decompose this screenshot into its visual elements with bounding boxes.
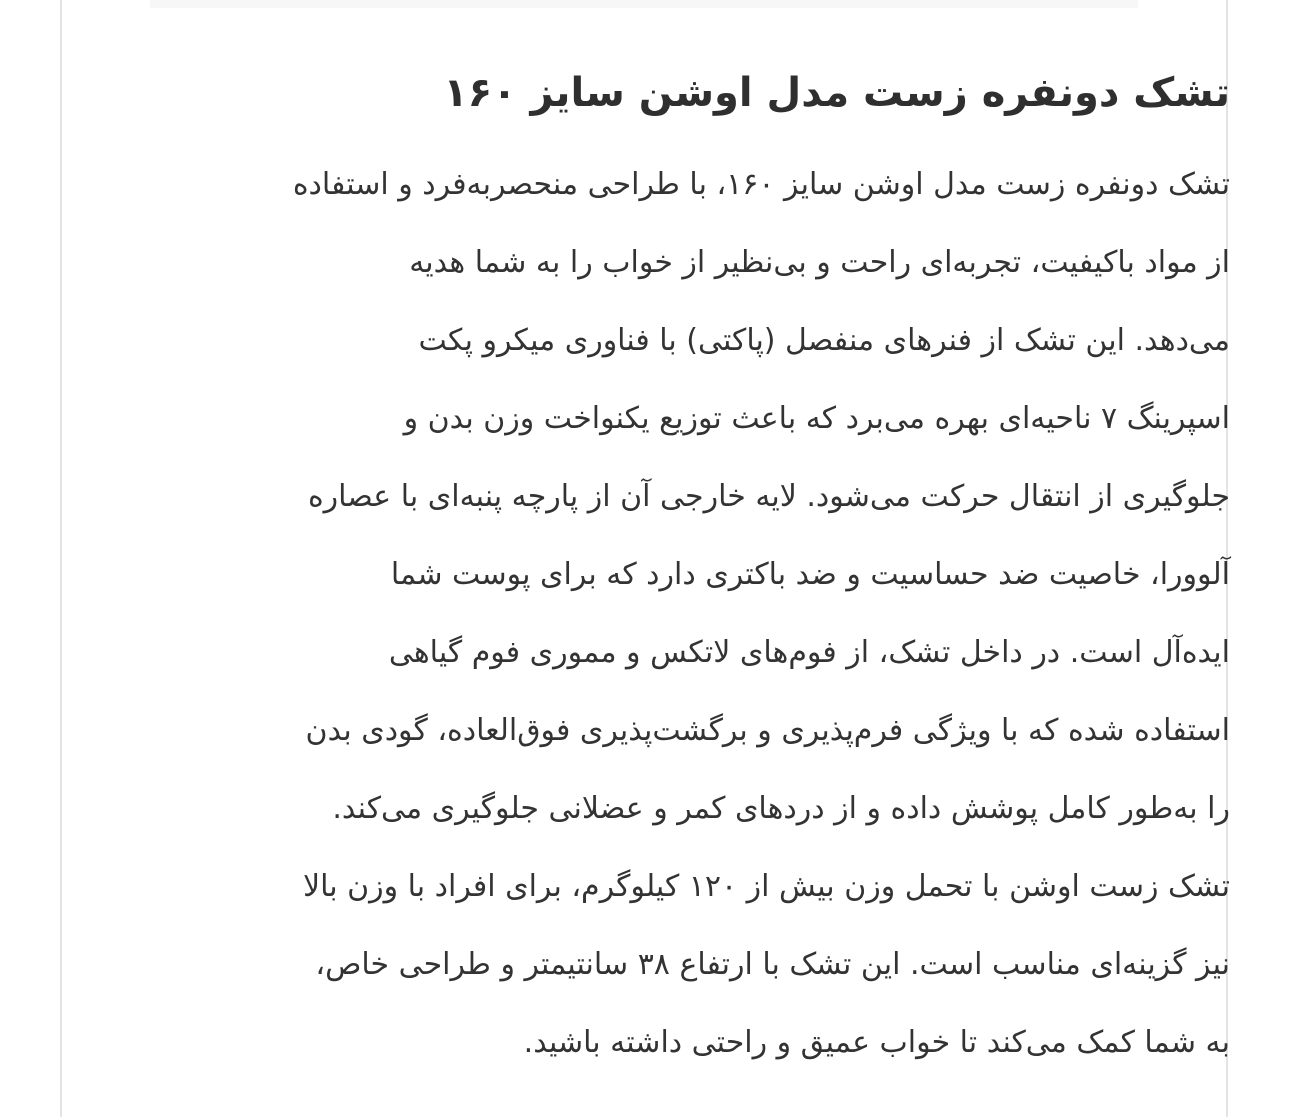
top-divider (150, 0, 1138, 8)
paragraph-line: نیز گزینه‌ای مناسب است. این تشک با ارتفاع ۳۸ سانتیمتر و طراحی خاص، (315, 947, 1230, 982)
product-description (50, 58, 1230, 1082)
paragraph-line: آلوورا، خاصیت ضد حساسیت و ضد باکتری دارد که برای پوست شما (390, 557, 1230, 592)
paragraph-line: جلوگیری از انتقال حرکت می‌شود. لایه خارجی آن از پارچه پنبه‌ای با عصاره (307, 479, 1230, 514)
paragraph-line: تشک زست اوشن با تحمل وزن بیش از ۱۲۰ کیلوگرم، برای افراد با وزن بالا (302, 869, 1230, 904)
paragraph-line: به شما کمک می‌کند تا خواب عمیق و راحتی داشته باشید. (523, 1025, 1230, 1060)
paragraph-line: استفاده شده که با ویژگی فرم‌پذیری و برگشت‌پذیری فوق‌العاده، گودی بدن (305, 713, 1230, 748)
paragraph-line: ایده‌آل است. در داخل تشک، از فوم‌های لاتکس و مموری فوم گیاهی (388, 635, 1230, 670)
paragraph-line: اسپرینگ ۷ ناحیه‌ای بهره می‌برد که باعث توزیع یکنواخت وزن بدن و (403, 401, 1230, 436)
paragraph-line: تشک دونفره زست مدل اوشن سایز ۱۶۰، با طراحی منحصربه‌فرد و استفاده (292, 167, 1230, 202)
description-paragraph (50, 146, 1230, 1082)
paragraph-line: از مواد باکیفیت، تجربه‌ای راحت و بی‌نظیر از خواب را به شما هدیه (409, 245, 1230, 280)
paragraph-line: می‌دهد. این تشک از فنرهای منفصل (پاکتی) با فناوری میکرو پکت (418, 323, 1230, 358)
product-title: تشک دونفره زست مدل اوشن سایز ۱۶۰ (443, 70, 1230, 116)
paragraph-line: را به‌طور کامل پوشش داده و از دردهای کمر و عضلانی جلوگیری می‌کند. (332, 791, 1230, 826)
